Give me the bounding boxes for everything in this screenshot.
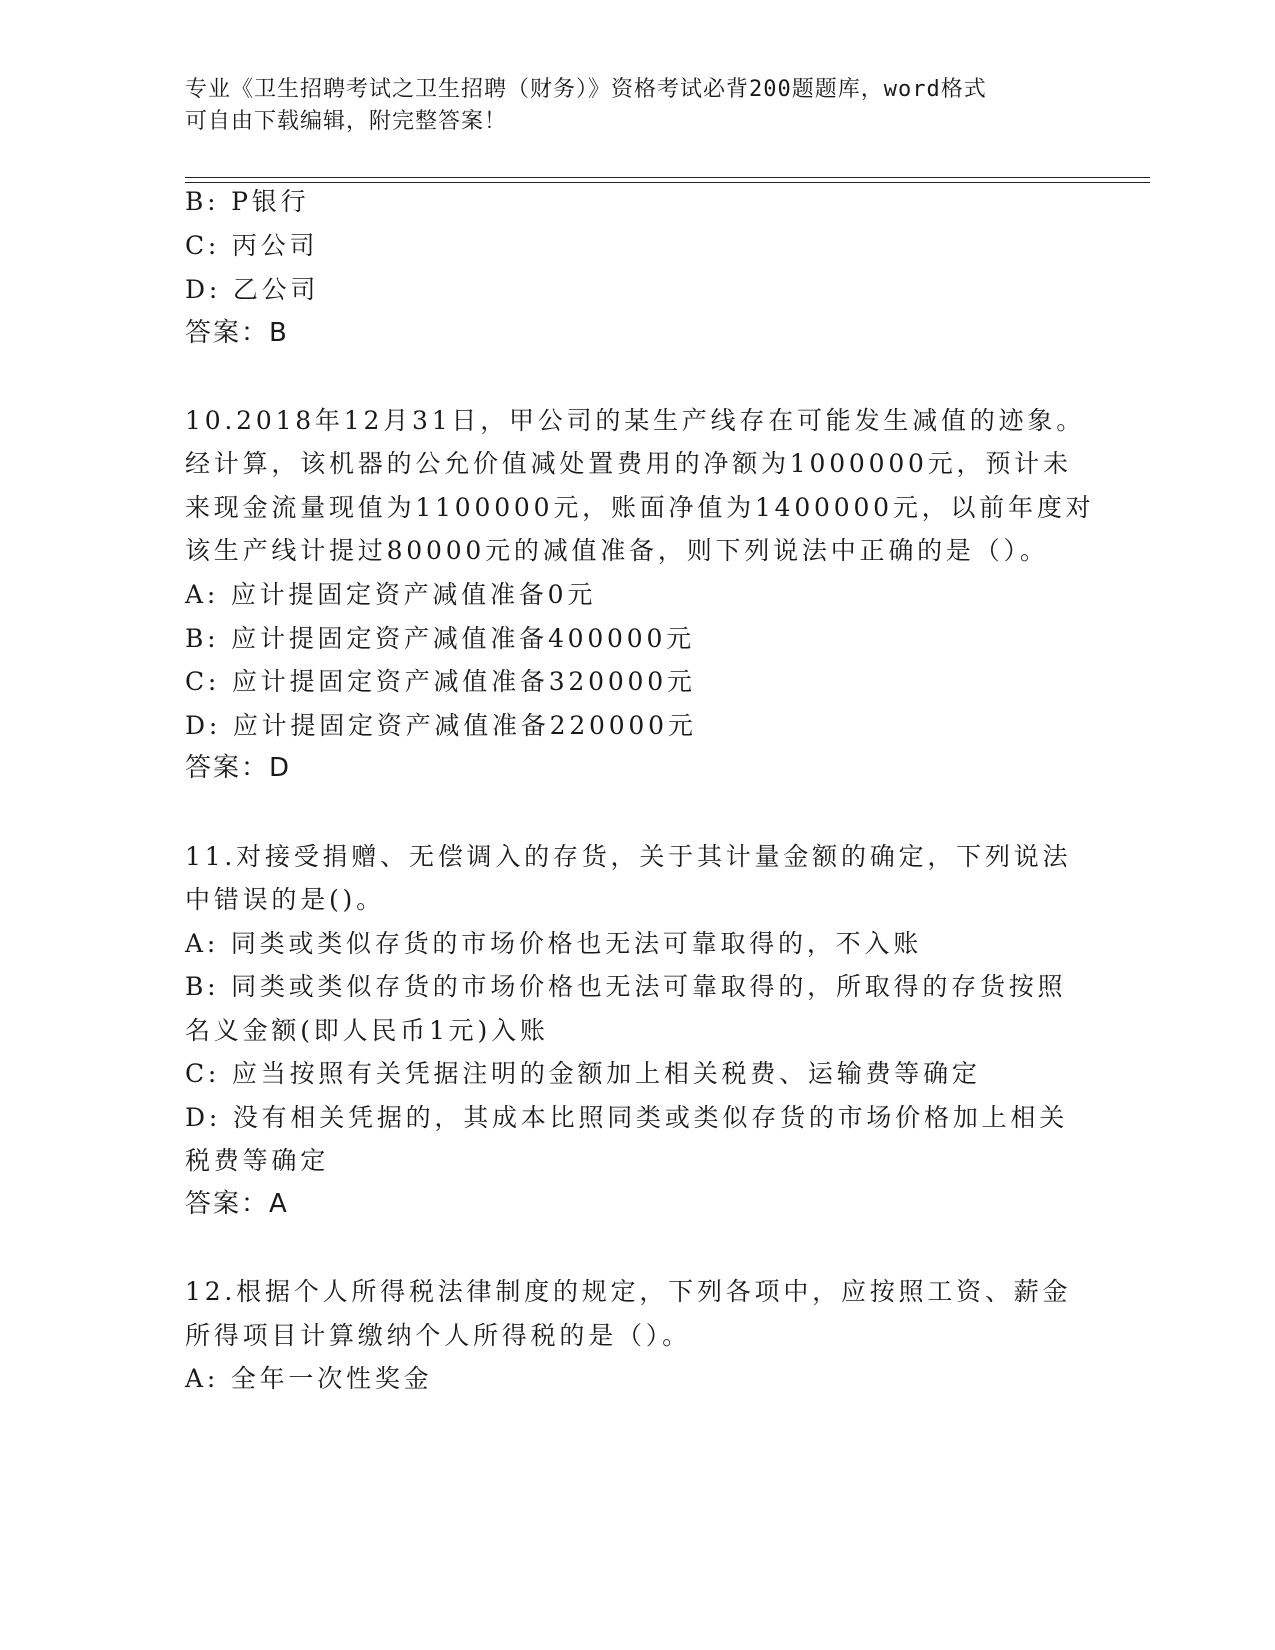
q11-option-b-line-2: 名义金额(即人民币1元)入账 (185, 1016, 549, 1045)
q11-stem-line-1: 11.对接受捐赠、无偿调入的存货，关于其计量金额的确定，下列说法 (185, 842, 1072, 871)
q11-option-c: C: 应当按照有关凭据注明的金额加上相关税费、运输费等确定 (185, 1059, 981, 1088)
q10-answer: 答案：D (185, 753, 292, 783)
q10-option-c: C: 应计提固定资产减值准备320000元 (185, 667, 696, 696)
header-divider-bottom (185, 182, 1150, 183)
q12-stem-line-1: 12.根据个人所得税法律制度的规定，下列各项中，应按照工资、薪金 (185, 1277, 1072, 1306)
q10-stem-line-1: 10.2018年12月31日，甲公司的某生产线存在可能发生减值的迹象。 (185, 406, 1086, 435)
header-divider-top (185, 177, 1150, 178)
q10-option-d: D: 应计提固定资产减值准备220000元 (185, 711, 697, 740)
q11-option-d-line-1: D: 没有相关凭据的，其成本比照同类或类似存货的市场价格加上相关 (185, 1103, 1069, 1132)
q10-stem-line-2: 经计算，该机器的公允价值减处置费用的净额为1000000元，预计未 (185, 449, 1072, 478)
q10-stem-line-3: 来现金流量现值为1100000元，账面净值为1400000元，以前年度对 (185, 493, 1095, 522)
q10-option-b: B: 应计提固定资产减值准备400000元 (185, 624, 695, 653)
document-header (185, 74, 1065, 138)
q11-option-a: A: 同类或类似存货的市场价格也无法可靠取得的，不入账 (185, 929, 923, 958)
q11-option-d-line-2: 税费等确定 (185, 1146, 330, 1175)
q10-option-a: A: 应计提固定资产减值准备0元 (185, 580, 597, 609)
q9-option-d: D: 乙公司 (185, 275, 320, 304)
header-title-line-1: 专业《卫生招聘考试之卫生招聘（财务）》资格考试必背200题题库，word格式 (185, 77, 987, 102)
q12-option-a: A: 全年一次性奖金 (185, 1364, 433, 1393)
q9-option-c: C: 丙公司 (185, 231, 319, 260)
q11-stem-line-2: 中错误的是()。 (185, 885, 385, 914)
q12-stem-line-2: 所得项目计算缴纳个人所得税的是（）。 (185, 1321, 691, 1350)
q9-option-b: B: P银行 (185, 187, 310, 216)
q11-option-b-line-1: B: 同类或类似存货的市场价格也无法可靠取得的，所取得的存货按照 (185, 972, 1067, 1001)
q11-answer: 答案：A (185, 1189, 289, 1219)
header-title-line-2: 可自由下载编辑，附完整答案！ (185, 109, 508, 134)
q9-answer: 答案：B (185, 318, 289, 348)
q10-stem-line-4: 该生产线计提过80000元的减值准备，则下列说法中正确的是（）。 (185, 536, 1049, 565)
